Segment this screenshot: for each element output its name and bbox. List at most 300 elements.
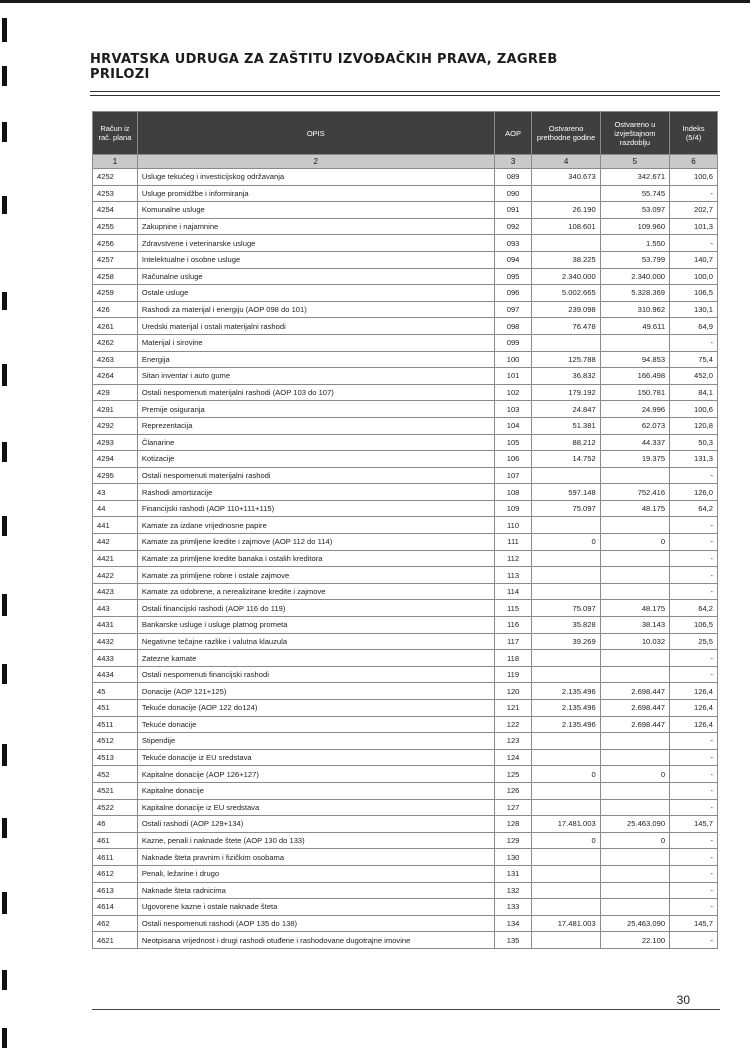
cell-aop: 090 <box>494 185 532 202</box>
cell-account: 452 <box>93 766 138 783</box>
cell-index: - <box>670 749 718 766</box>
cell-current: 22.100 <box>600 932 669 949</box>
cell-aop: 127 <box>494 799 532 816</box>
cell-aop: 091 <box>494 202 532 219</box>
cell-previous <box>532 666 600 683</box>
footer-rule <box>92 1009 720 1010</box>
cell-aop: 099 <box>494 334 532 351</box>
cell-current: 24.996 <box>600 401 669 418</box>
cell-current: 53.097 <box>600 202 669 219</box>
binder-mark <box>2 66 7 86</box>
table-row <box>93 899 718 916</box>
col-number: 2 <box>137 155 494 169</box>
table-row <box>93 650 718 667</box>
cell-current: 2.698.447 <box>600 683 669 700</box>
cell-current: 752.416 <box>600 484 669 501</box>
cell-index: 126,4 <box>670 716 718 733</box>
cell-index: - <box>670 235 718 252</box>
cell-account: 443 <box>93 600 138 617</box>
table-row <box>93 700 718 717</box>
cell-account: 4254 <box>93 202 138 219</box>
table-row <box>93 202 718 219</box>
cell-index: - <box>670 467 718 484</box>
table-row <box>93 733 718 750</box>
cell-aop: 129 <box>494 832 532 849</box>
cell-account: 4263 <box>93 351 138 368</box>
cell-previous <box>532 517 600 534</box>
cell-aop: 116 <box>494 617 532 634</box>
cell-account: 4259 <box>93 285 138 302</box>
table-row <box>93 169 718 186</box>
table-row <box>93 915 718 932</box>
cell-account: 4513 <box>93 749 138 766</box>
cell-index: 84,1 <box>670 384 718 401</box>
cell-aop: 126 <box>494 782 532 799</box>
cell-current: 0 <box>600 534 669 551</box>
cell-account: 4291 <box>93 401 138 418</box>
binder-mark <box>2 516 7 536</box>
cell-aop: 104 <box>494 417 532 434</box>
cell-aop: 125 <box>494 766 532 783</box>
cell-description: Zdravstvene i veterinarske usluge <box>137 235 494 252</box>
cell-current: 94.853 <box>600 351 669 368</box>
cell-index: - <box>670 517 718 534</box>
cell-current <box>600 782 669 799</box>
col-number: 3 <box>494 155 532 169</box>
section-title: PRILOZI <box>90 67 150 82</box>
cell-index: - <box>670 567 718 584</box>
cell-previous: 0 <box>532 832 600 849</box>
cell-previous: 125.788 <box>532 351 600 368</box>
organization-title: HRVATSKA UDRUGA ZA ZAŠTITU IZVOĐAČKIH PRAVA, ZAGREB <box>90 52 558 67</box>
cell-account: 4257 <box>93 251 138 268</box>
col-header-aop: AOP <box>494 112 532 155</box>
cell-previous: 5.002.665 <box>532 285 600 302</box>
cell-description: Kapitalne donacije iz EU sredstava <box>137 799 494 816</box>
cell-account: 4255 <box>93 218 138 235</box>
cell-description: Ostali rashodi (AOP 129+134) <box>137 816 494 833</box>
cell-previous <box>532 882 600 899</box>
cell-previous: 39.269 <box>532 633 600 650</box>
cell-previous <box>532 650 600 667</box>
cell-previous: 17.481.003 <box>532 915 600 932</box>
cell-index: - <box>670 550 718 567</box>
cell-aop: 122 <box>494 716 532 733</box>
table-row <box>93 666 718 683</box>
cell-previous: 75.097 <box>532 600 600 617</box>
cell-index: - <box>670 849 718 866</box>
cell-description: Rashodi amortizacije <box>137 484 494 501</box>
cell-account: 4614 <box>93 899 138 916</box>
cell-account: 4292 <box>93 417 138 434</box>
binder-mark <box>2 818 7 838</box>
table-row <box>93 849 718 866</box>
cell-index: - <box>670 832 718 849</box>
table-row <box>93 550 718 567</box>
cell-index: 64,9 <box>670 318 718 335</box>
table-row <box>93 932 718 949</box>
cell-index: 106,5 <box>670 617 718 634</box>
table-row <box>93 301 718 318</box>
cell-index: - <box>670 666 718 683</box>
cell-previous: 0 <box>532 534 600 551</box>
cell-index: 101,3 <box>670 218 718 235</box>
cell-index: - <box>670 534 718 551</box>
cell-description: Naknade šteta pravnim i fizičkim osobama <box>137 849 494 866</box>
header-rule <box>90 91 720 92</box>
cell-aop: 097 <box>494 301 532 318</box>
cell-aop: 130 <box>494 849 532 866</box>
cell-index: 130,1 <box>670 301 718 318</box>
cell-description: Zatezne kamate <box>137 650 494 667</box>
cell-description: Ostali nespomenuti financijski rashodi <box>137 666 494 683</box>
cell-previous: 2.340.000 <box>532 268 600 285</box>
col-number: 6 <box>670 155 718 169</box>
cell-index: 50,3 <box>670 434 718 451</box>
table-row <box>93 816 718 833</box>
cell-previous: 2.135.496 <box>532 683 600 700</box>
cell-aop: 089 <box>494 169 532 186</box>
cell-current: 55.745 <box>600 185 669 202</box>
cell-previous: 36.832 <box>532 368 600 385</box>
cell-aop: 107 <box>494 467 532 484</box>
cell-previous: 76.478 <box>532 318 600 335</box>
cell-previous <box>532 583 600 600</box>
cell-description: Stipendije <box>137 733 494 750</box>
cell-description: Ostali nespomenuti rashodi (AOP 135 do 138) <box>137 915 494 932</box>
table-row <box>93 334 718 351</box>
cell-account: 4433 <box>93 650 138 667</box>
cell-previous <box>532 899 600 916</box>
cell-account: 4522 <box>93 799 138 816</box>
cell-description: Kapitalne donacije (AOP 126+127) <box>137 766 494 783</box>
cell-description: Ostali nespomenuti materijalni rashodi (AOP 103 do 107) <box>137 384 494 401</box>
cell-account: 43 <box>93 484 138 501</box>
cell-aop: 115 <box>494 600 532 617</box>
cell-previous: 179.192 <box>532 384 600 401</box>
table-body <box>93 169 718 949</box>
cell-description: Reprezentacija <box>137 417 494 434</box>
cell-current: 5.328.369 <box>600 285 669 302</box>
table-row <box>93 285 718 302</box>
cell-index: 126,4 <box>670 700 718 717</box>
cell-index: - <box>670 782 718 799</box>
cell-description: Premije osiguranja <box>137 401 494 418</box>
cell-current <box>600 799 669 816</box>
cell-previous <box>532 733 600 750</box>
cell-aop: 135 <box>494 932 532 949</box>
cell-account: 4258 <box>93 268 138 285</box>
cell-previous <box>532 782 600 799</box>
cell-aop: 120 <box>494 683 532 700</box>
cell-previous: 597.148 <box>532 484 600 501</box>
cell-account: 4421 <box>93 550 138 567</box>
table-row <box>93 185 718 202</box>
cell-current: 342.671 <box>600 169 669 186</box>
cell-account: 442 <box>93 534 138 551</box>
cell-description: Članarine <box>137 434 494 451</box>
cell-current: 48.175 <box>600 500 669 517</box>
table-row <box>93 534 718 551</box>
cell-index: - <box>670 799 718 816</box>
cell-account: 4521 <box>93 782 138 799</box>
cell-previous <box>532 932 600 949</box>
cell-current <box>600 666 669 683</box>
cell-index: - <box>670 733 718 750</box>
cell-description: Neotpisana vrijednost i drugi rashodi otuđene i rashodovane dugotrajne imovine <box>137 932 494 949</box>
binder-mark <box>2 892 7 914</box>
table-row <box>93 401 718 418</box>
cell-account: 429 <box>93 384 138 401</box>
cell-index: 75,4 <box>670 351 718 368</box>
cell-account: 4252 <box>93 169 138 186</box>
cell-description: Zakupnine i najamnine <box>137 218 494 235</box>
table-row <box>93 451 718 468</box>
cell-description: Kapitalne donacije <box>137 782 494 799</box>
table-row <box>93 484 718 501</box>
binder-mark <box>2 18 7 42</box>
cell-description: Kotizacije <box>137 451 494 468</box>
cell-aop: 112 <box>494 550 532 567</box>
cell-current <box>600 899 669 916</box>
cell-description: Materijal i sirovine <box>137 334 494 351</box>
table-row <box>93 782 718 799</box>
cell-description: Kazne, penali i naknade štete (AOP 130 do 133) <box>137 832 494 849</box>
cell-description: Usluge tekućeg i investicijskog održavanja <box>137 169 494 186</box>
cell-aop: 117 <box>494 633 532 650</box>
cell-aop: 110 <box>494 517 532 534</box>
table-row <box>93 218 718 235</box>
binder-mark <box>2 364 7 386</box>
column-number-row <box>93 155 718 169</box>
cell-current <box>600 882 669 899</box>
binder-mark <box>2 122 7 142</box>
cell-account: 4432 <box>93 633 138 650</box>
cell-description: Komunalne usluge <box>137 202 494 219</box>
cell-previous: 35.828 <box>532 617 600 634</box>
binder-mark <box>2 196 7 214</box>
cell-current <box>600 334 669 351</box>
cell-description: Ostale usluge <box>137 285 494 302</box>
cell-current <box>600 849 669 866</box>
cell-current: 166.498 <box>600 368 669 385</box>
cell-account: 4253 <box>93 185 138 202</box>
cell-description: Ugovorene kazne i ostale naknade šteta <box>137 899 494 916</box>
page-top-edge <box>0 0 750 3</box>
cell-aop: 092 <box>494 218 532 235</box>
cell-index: 100,6 <box>670 169 718 186</box>
cell-index: 64,2 <box>670 600 718 617</box>
col-number: 1 <box>93 155 138 169</box>
cell-aop: 121 <box>494 700 532 717</box>
cell-description: Ostali financijski rashodi (AOP 116 do 119) <box>137 600 494 617</box>
cell-account: 426 <box>93 301 138 318</box>
cell-aop: 102 <box>494 384 532 401</box>
cell-aop: 101 <box>494 368 532 385</box>
cell-current <box>600 749 669 766</box>
cell-index: 25,5 <box>670 633 718 650</box>
cell-description: Sitan inventar i auto gume <box>137 368 494 385</box>
cell-current <box>600 467 669 484</box>
cell-previous <box>532 185 600 202</box>
cell-aop: 105 <box>494 434 532 451</box>
cell-current <box>600 865 669 882</box>
cell-index: 131,3 <box>670 451 718 468</box>
cell-index: 106,5 <box>670 285 718 302</box>
cell-index: 202,7 <box>670 202 718 219</box>
cell-index: 145,7 <box>670 915 718 932</box>
cell-description: Negativne tečajne razlike i valutna klauzula <box>137 633 494 650</box>
table-row <box>93 583 718 600</box>
cell-description: Uredski materijal i ostali materijalni rashodi <box>137 318 494 335</box>
col-header-index: Indeks (5/4) <box>670 112 718 155</box>
cell-description: Kamate za primljene kredite i zajmove (AOP 112 do 114) <box>137 534 494 551</box>
cell-aop: 132 <box>494 882 532 899</box>
cell-aop: 119 <box>494 666 532 683</box>
cell-description: Donacije (AOP 121+125) <box>137 683 494 700</box>
cell-aop: 106 <box>494 451 532 468</box>
cell-current: 25.463.090 <box>600 915 669 932</box>
cell-previous <box>532 849 600 866</box>
cell-account: 4293 <box>93 434 138 451</box>
cell-previous: 38.225 <box>532 251 600 268</box>
cell-aop: 133 <box>494 899 532 916</box>
cell-index: 452,0 <box>670 368 718 385</box>
cell-current: 62.073 <box>600 417 669 434</box>
cell-description: Tekuće donacije iz EU sredstava <box>137 749 494 766</box>
cell-current: 109.960 <box>600 218 669 235</box>
cell-description: Kamate za primljene robne i ostale zajmove <box>137 567 494 584</box>
cell-account: 4613 <box>93 882 138 899</box>
cell-aop: 095 <box>494 268 532 285</box>
table-row <box>93 716 718 733</box>
cell-account: 44 <box>93 500 138 517</box>
cell-aop: 100 <box>494 351 532 368</box>
cell-previous <box>532 550 600 567</box>
cell-current: 53.799 <box>600 251 669 268</box>
cell-current: 25.463.090 <box>600 816 669 833</box>
cell-previous <box>532 235 600 252</box>
cell-description: Naknade šteta radnicima <box>137 882 494 899</box>
cell-previous: 2.135.496 <box>532 700 600 717</box>
cell-previous <box>532 567 600 584</box>
cell-aop: 108 <box>494 484 532 501</box>
cell-index: 126,0 <box>670 484 718 501</box>
cell-current: 48.175 <box>600 600 669 617</box>
col-header-previous: Ostvareno prethodne godine <box>532 112 600 155</box>
cell-current <box>600 517 669 534</box>
cell-account: 441 <box>93 517 138 534</box>
cell-current <box>600 583 669 600</box>
cell-previous: 17.481.003 <box>532 816 600 833</box>
binder-mark <box>2 594 7 616</box>
cell-current <box>600 733 669 750</box>
cell-description: Ostali nespomenuti materijalni rashodi <box>137 467 494 484</box>
table-row <box>93 683 718 700</box>
cell-previous: 24.847 <box>532 401 600 418</box>
cell-previous: 75.097 <box>532 500 600 517</box>
col-number: 4 <box>532 155 600 169</box>
cell-current: 1.550 <box>600 235 669 252</box>
cell-description: Kamate za izdane vrijednosne papire <box>137 517 494 534</box>
cell-index: - <box>670 583 718 600</box>
cell-account: 4261 <box>93 318 138 335</box>
cell-account: 4294 <box>93 451 138 468</box>
cell-current: 0 <box>600 832 669 849</box>
table-row <box>93 633 718 650</box>
cell-description: Rashodi za materijal i energiju (AOP 098 do 101) <box>137 301 494 318</box>
table-row <box>93 882 718 899</box>
cell-aop: 131 <box>494 865 532 882</box>
binder-mark <box>2 442 7 462</box>
cell-index: - <box>670 882 718 899</box>
cell-aop: 134 <box>494 915 532 932</box>
cell-aop: 113 <box>494 567 532 584</box>
binder-mark <box>2 1028 7 1048</box>
cell-previous <box>532 865 600 882</box>
table-row <box>93 251 718 268</box>
cell-aop: 111 <box>494 534 532 551</box>
cell-account: 4423 <box>93 583 138 600</box>
table-row <box>93 517 718 534</box>
cell-current: 38.143 <box>600 617 669 634</box>
cell-current <box>600 650 669 667</box>
cell-index: - <box>670 766 718 783</box>
col-header-description: OPIS <box>137 112 494 155</box>
cell-index: - <box>670 650 718 667</box>
cell-index: 145,7 <box>670 816 718 833</box>
binder-mark <box>2 664 7 684</box>
cell-index: 140,7 <box>670 251 718 268</box>
cell-description: Računalne usluge <box>137 268 494 285</box>
cell-previous <box>532 334 600 351</box>
table-row <box>93 600 718 617</box>
document-header <box>90 52 710 82</box>
cell-current <box>600 567 669 584</box>
col-header-account: Račun iz rač. plana <box>93 112 138 155</box>
cell-previous: 51.381 <box>532 417 600 434</box>
cell-account: 4264 <box>93 368 138 385</box>
cell-index: - <box>670 932 718 949</box>
cell-description: Financijski rashodi (AOP 110+111+115) <box>137 500 494 517</box>
cell-description: Bankarske usluge i usluge platnog prometa <box>137 617 494 634</box>
table-row <box>93 500 718 517</box>
cell-current: 10.032 <box>600 633 669 650</box>
cell-index: 100,6 <box>670 401 718 418</box>
table-row <box>93 467 718 484</box>
cell-description: Tekuće donacije (AOP 122 do124) <box>137 700 494 717</box>
page-number: 30 <box>676 993 690 1007</box>
cell-aop: 094 <box>494 251 532 268</box>
table-row <box>93 235 718 252</box>
table-row <box>93 417 718 434</box>
cell-account: 4431 <box>93 617 138 634</box>
cell-index: - <box>670 334 718 351</box>
cell-account: 4295 <box>93 467 138 484</box>
cell-aop: 118 <box>494 650 532 667</box>
expenses-table <box>92 111 718 949</box>
cell-index: 64,2 <box>670 500 718 517</box>
cell-current: 44.337 <box>600 434 669 451</box>
cell-account: 4422 <box>93 567 138 584</box>
cell-index: 120,8 <box>670 417 718 434</box>
cell-account: 4262 <box>93 334 138 351</box>
cell-current: 2.340.000 <box>600 268 669 285</box>
binder-mark <box>2 744 7 766</box>
cell-aop: 114 <box>494 583 532 600</box>
table-row <box>93 567 718 584</box>
table-row <box>93 865 718 882</box>
